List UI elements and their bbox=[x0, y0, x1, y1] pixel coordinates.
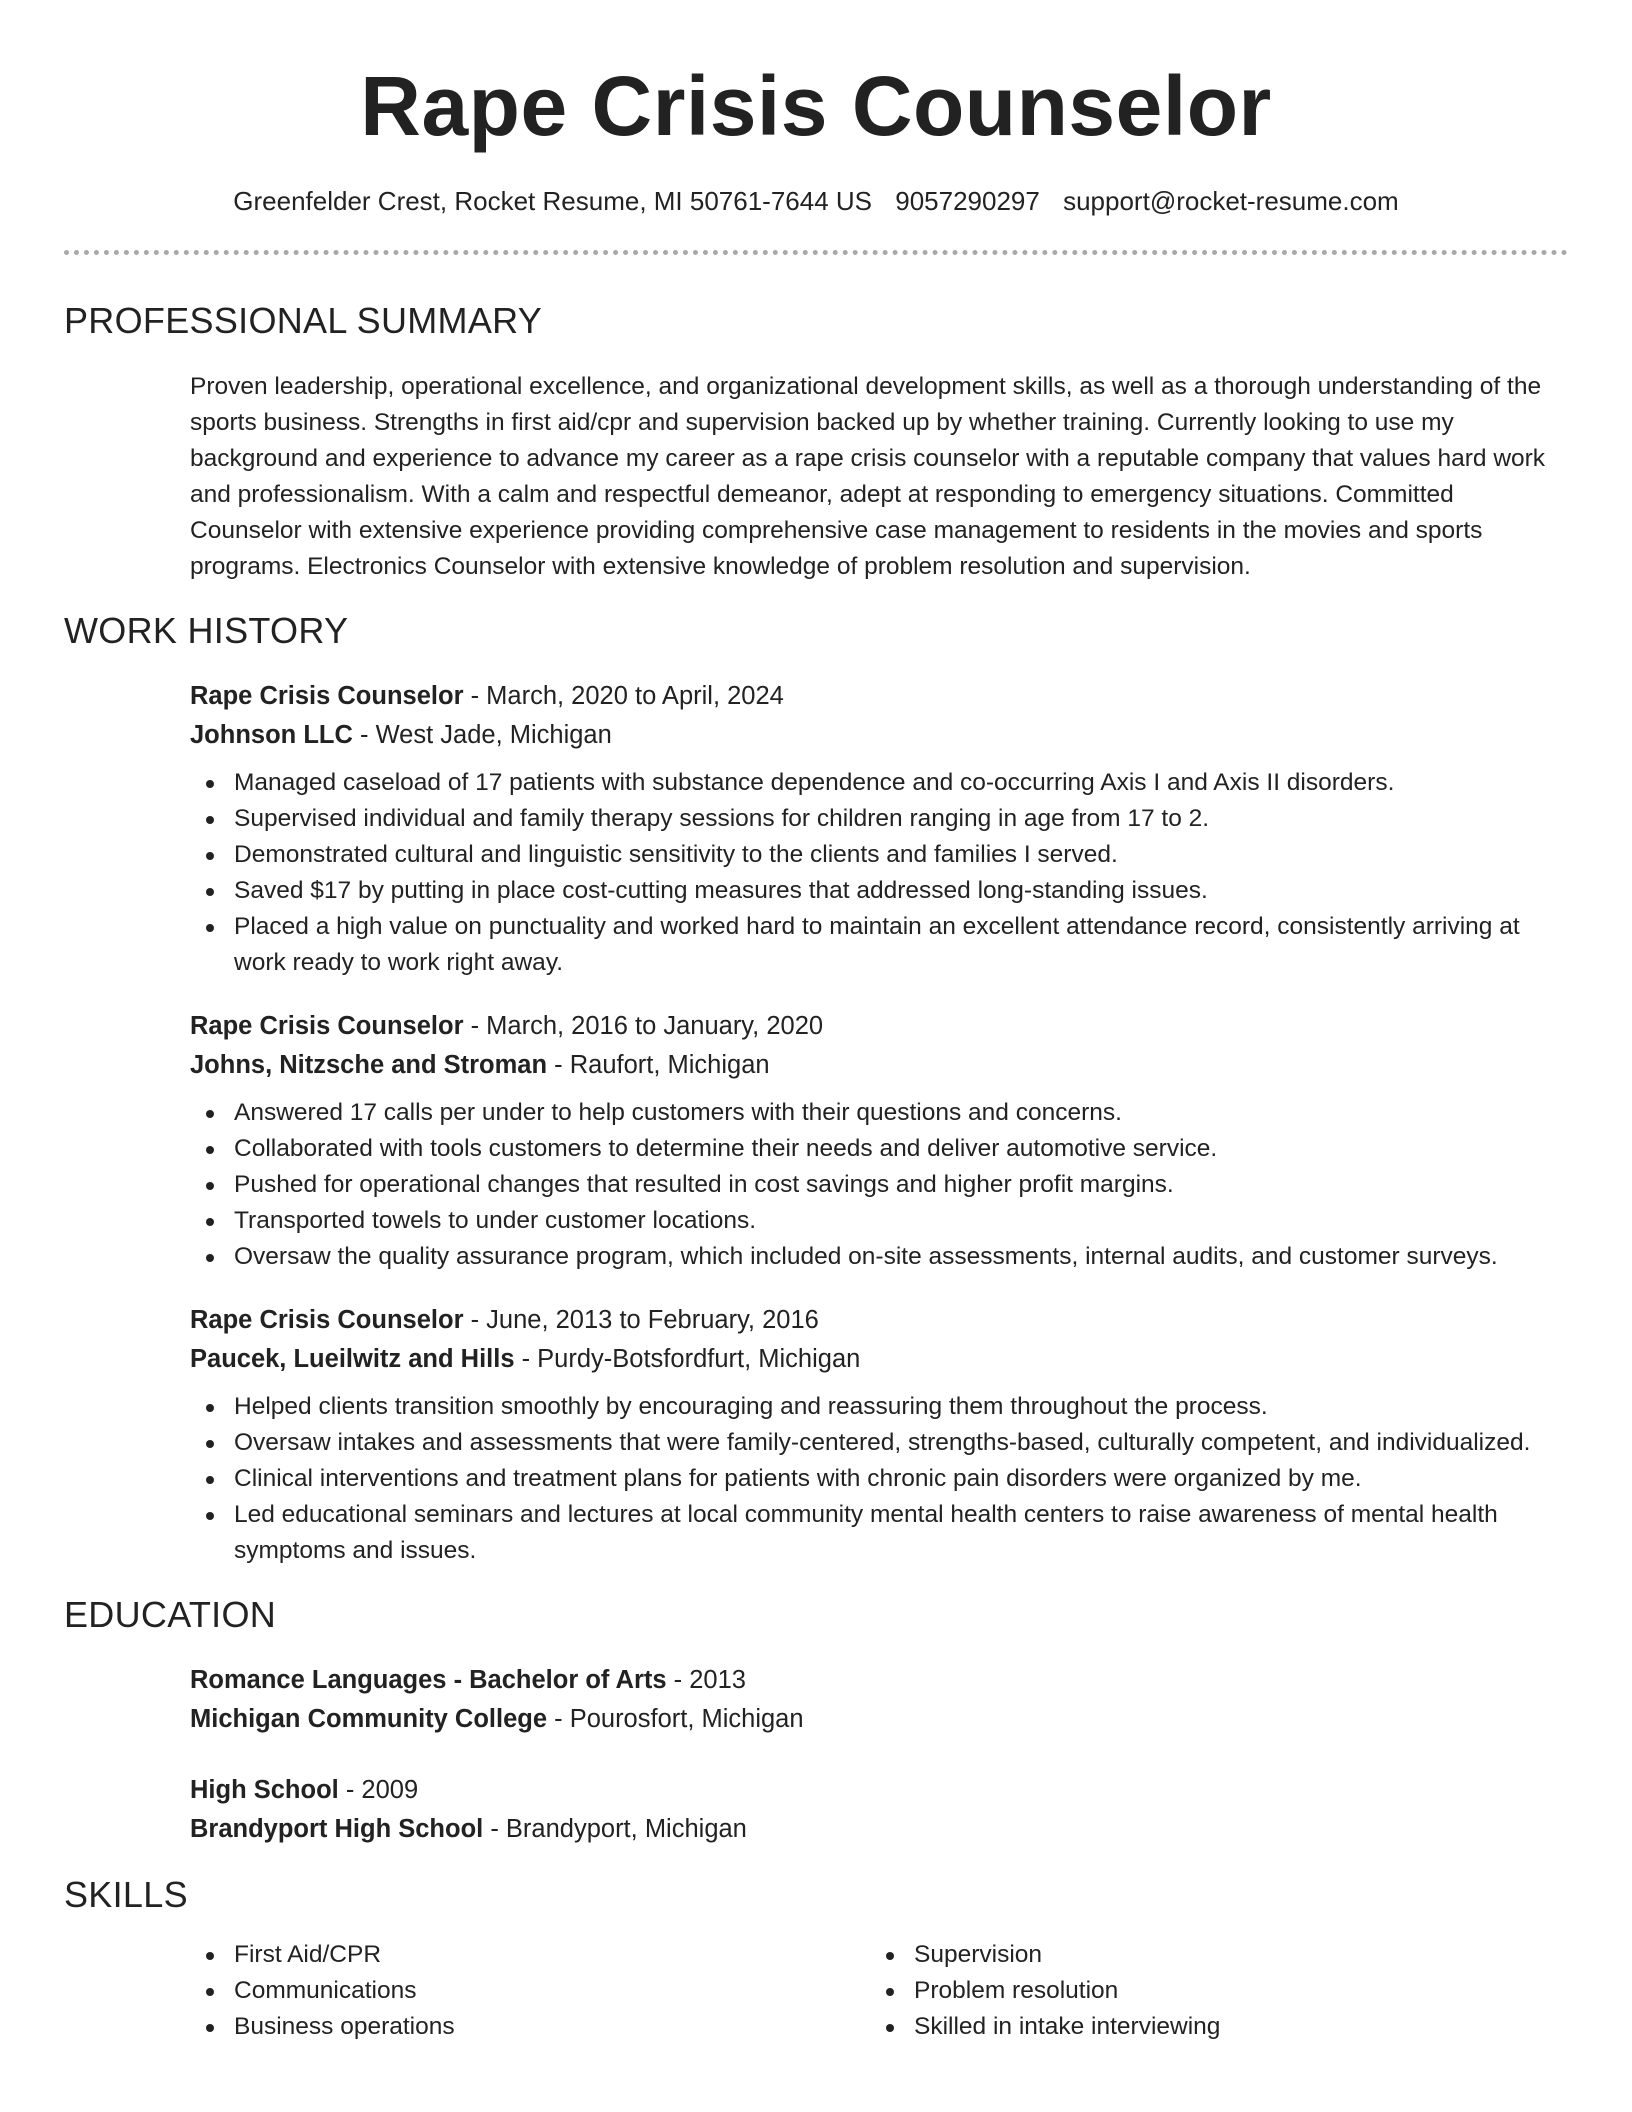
list-item: Transported towels to under customer locations. bbox=[190, 1203, 1552, 1239]
list-item: Placed a high value on punctuality and worked hard to maintain an excellent attendance record, consistently arriving at work ready to work right away. bbox=[190, 909, 1552, 981]
contact-line bbox=[64, 184, 1568, 218]
work-history-list bbox=[64, 677, 1568, 1569]
skill-item: Skilled in intake interviewing bbox=[870, 2009, 1550, 2045]
job-entry bbox=[190, 677, 1552, 981]
job-company: Paucek, Lueilwitz and Hills bbox=[190, 1345, 515, 1373]
graduation-year: - 2013 bbox=[666, 1666, 746, 1694]
job-company: Johns, Nitzsche and Stroman bbox=[190, 1051, 548, 1079]
job-title-line bbox=[190, 677, 1552, 716]
skills-heading: SKILLS bbox=[64, 1874, 188, 1915]
list-item: Oversaw intakes and assessments that were family-centered, strengths-based, culturally competent, and individualized. bbox=[190, 1425, 1552, 1461]
school-location: - Pourosfort, Michigan bbox=[547, 1705, 804, 1733]
job-entry bbox=[190, 1301, 1552, 1569]
email: support@rocket-resume.com bbox=[1063, 186, 1399, 216]
list-item: Demonstrated cultural and linguistic sensitivity to the clients and families I served. bbox=[190, 837, 1552, 873]
skills-column-left bbox=[190, 1937, 870, 2045]
school: Brandyport High School bbox=[190, 1815, 484, 1843]
list-item: Supervised individual and family therapy sessions for children ranging in age from 17 to 2. bbox=[190, 801, 1552, 837]
skill-item: Problem resolution bbox=[870, 1973, 1550, 2009]
school-line bbox=[190, 1810, 1552, 1849]
job-dates: - March, 2020 to April, 2024 bbox=[463, 682, 784, 710]
education-entry bbox=[190, 1771, 1552, 1849]
address: Greenfelder Crest, Rocket Resume, MI 50761-7644 US bbox=[233, 186, 873, 216]
summary-text: Proven leadership, operational excellence, and organizational development skills, as well as a thorough understanding of the sports business. Strengths in first aid/cpr and supervision backed up by whether training. Currently looking to use my background and experience to advance my career as a rape crisis counselor with a reputable company that values hard work and professionalism. With a calm and respectful demeanor, adept at responding to emergency situations. Committed Counselor with extensive experience providing comprehensive case management to residents in the movies and sports programs. Electronics Counselor with extensive knowledge of problem resolution and supervision. bbox=[190, 373, 1546, 580]
work-history-heading: WORK HISTORY bbox=[64, 610, 349, 651]
summary-heading: PROFESSIONAL SUMMARY bbox=[64, 300, 543, 341]
list-item: Clinical interventions and treatment plans for patients with chronic pain disorders were organized by me. bbox=[190, 1461, 1552, 1497]
list-item: Oversaw the quality assurance program, which included on-site assessments, internal audits, and customer surveys. bbox=[190, 1239, 1552, 1275]
list-item: Collaborated with tools customers to determine their needs and deliver automotive service. bbox=[190, 1131, 1552, 1167]
list-item: Helped clients transition smoothly by encouraging and reassuring them throughout the process. bbox=[190, 1389, 1552, 1425]
skill-item: Supervision bbox=[870, 1937, 1550, 1973]
skill-item: Communications bbox=[190, 1973, 870, 2009]
job-location: - West Jade, Michigan bbox=[352, 721, 612, 749]
job-company-line bbox=[190, 1046, 1552, 1085]
job-role: Rape Crisis Counselor bbox=[190, 1012, 464, 1040]
job-location: - Purdy-Botsfordfurt, Michigan bbox=[514, 1345, 861, 1373]
degree: High School bbox=[190, 1776, 339, 1804]
job-bullets bbox=[190, 1389, 1552, 1569]
job-bullets bbox=[190, 1095, 1552, 1275]
job-location: - Raufort, Michigan bbox=[547, 1051, 770, 1079]
school-line bbox=[190, 1700, 1552, 1739]
job-title-line bbox=[190, 1007, 1552, 1046]
list-item: Saved $17 by putting in place cost-cutting measures that addressed long-standing issues. bbox=[190, 873, 1552, 909]
list-item: Pushed for operational changes that resulted in cost savings and higher profit margins. bbox=[190, 1167, 1552, 1203]
skill-item: Business operations bbox=[190, 2009, 870, 2045]
list-item: Answered 17 calls per under to help customers with their questions and concerns. bbox=[190, 1095, 1552, 1131]
header-divider bbox=[64, 250, 1568, 255]
job-bullets bbox=[190, 765, 1552, 981]
education-heading: EDUCATION bbox=[64, 1594, 277, 1635]
job-company-line bbox=[190, 716, 1552, 755]
degree-line bbox=[190, 1771, 1552, 1810]
job-company: Johnson LLC bbox=[190, 721, 353, 749]
job-entry bbox=[190, 1007, 1552, 1275]
job-company-line bbox=[190, 1340, 1552, 1379]
list-item: Managed caseload of 17 patients with substance dependence and co-occurring Axis I and Axis II disorders. bbox=[190, 765, 1552, 801]
job-role: Rape Crisis Counselor bbox=[190, 1306, 464, 1334]
skills-column-right bbox=[870, 1937, 1550, 2045]
graduation-year: - 2009 bbox=[338, 1776, 419, 1804]
job-dates: - June, 2013 to February, 2016 bbox=[463, 1306, 819, 1334]
phone: 9057290297 bbox=[895, 186, 1040, 216]
degree-line bbox=[190, 1661, 1552, 1700]
job-dates: - March, 2016 to January, 2020 bbox=[463, 1012, 824, 1040]
education-list bbox=[64, 1661, 1568, 1849]
list-item: Led educational seminars and lectures at local community mental health centers to raise awareness of mental health symptoms and issues. bbox=[190, 1497, 1552, 1569]
job-title-line bbox=[190, 1301, 1552, 1340]
education-entry bbox=[190, 1661, 1552, 1739]
degree: Romance Languages - Bachelor of Arts bbox=[190, 1666, 667, 1694]
skills-grid bbox=[190, 1937, 1552, 2045]
school: Michigan Community College bbox=[190, 1705, 548, 1733]
school-location: - Brandyport, Michigan bbox=[483, 1815, 747, 1843]
skill-item: First Aid/CPR bbox=[190, 1937, 870, 1973]
job-role: Rape Crisis Counselor bbox=[190, 682, 464, 710]
candidate-name: Rape Crisis Counselor bbox=[360, 59, 1272, 153]
